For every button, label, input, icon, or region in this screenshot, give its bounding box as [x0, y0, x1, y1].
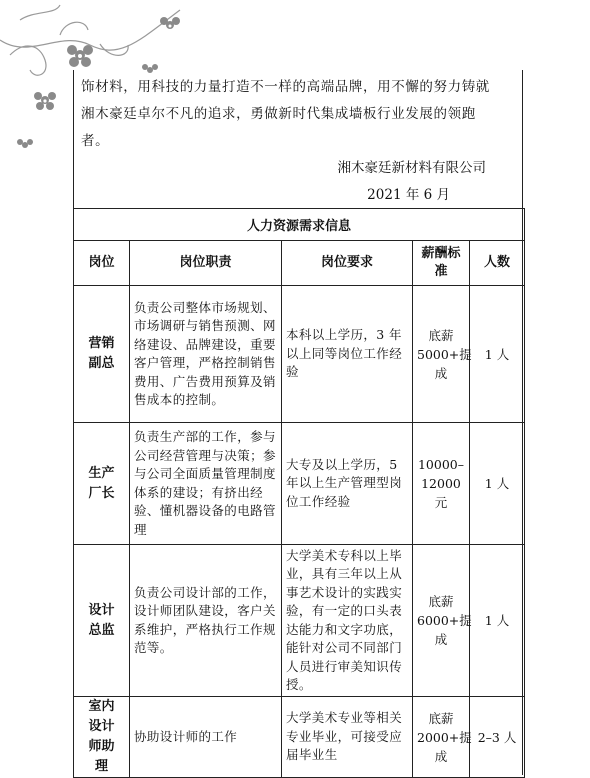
company-name: 湘木豪廷新材料有限公司 — [337, 160, 486, 176]
header-requirement: 岗位要求 — [282, 241, 413, 286]
row-count: 2–3 人 — [470, 697, 525, 778]
row-salary: 底薪6000+提成 — [413, 545, 470, 697]
document-page — [73, 70, 523, 775]
row-requirement: 大专及以上学历，5 年以上生产管理型岗位工作经验 — [282, 423, 413, 545]
row-count: 1 人 — [470, 423, 525, 545]
header-position: 岗位 — [74, 241, 130, 286]
intro-line: 湘木豪廷卓尔不凡的追求，勇做新时代集成墙板行业发展的领跑 — [81, 106, 476, 122]
intro-line: 者。 — [81, 133, 110, 149]
table-row — [74, 545, 525, 697]
hr-demand-table — [73, 208, 525, 778]
row-requirement: 本科以上学历，3 年以上同等岗位工作经验 — [282, 286, 413, 423]
row-duty: 负责公司设计部的工作，设计师团队建设，客户关系维护，严格执行工作规范等。 — [130, 545, 282, 697]
header-duty: 岗位职责 — [130, 241, 282, 286]
table-row — [74, 423, 525, 545]
signature-block — [74, 155, 522, 209]
document-date: 2021 年 6 月 — [367, 187, 450, 203]
row-requirement: 大学美术专业等相关专业毕业，可接受应届毕业生 — [282, 697, 413, 778]
table-row — [74, 697, 525, 778]
row-position: 营销副总 — [74, 286, 130, 423]
row-position: 室内设计师助理 — [74, 697, 130, 778]
row-requirement: 大学美术专科以上毕业，具有三年以上从事艺术设计的实践实验，有一定的口头表达能力和文字功底，能针对公司不同部门人员进行审美知识传授。 — [282, 545, 413, 697]
header-count: 人数 — [470, 241, 525, 286]
row-count: 1 人 — [470, 545, 525, 697]
row-position: 生产厂长 — [74, 423, 130, 545]
row-count: 1 人 — [470, 286, 525, 423]
row-salary: 底薪5000+提成 — [413, 286, 470, 423]
row-duty: 协助设计师的工作 — [130, 697, 282, 778]
table-row — [74, 286, 525, 423]
row-position: 设计总监 — [74, 545, 130, 697]
row-salary: 10000–12000元 — [413, 423, 470, 545]
row-salary: 底薪2000+提成 — [413, 697, 470, 778]
header-salary: 薪酬标准 — [413, 241, 470, 286]
row-duty: 负责生产部的工作，参与公司经营管理与决策；参与公司全面质量管理制度体系的建设；有挤出经验、懂机器设备的电路管理 — [130, 423, 282, 545]
table-title: 人力资源需求信息 — [74, 209, 525, 241]
intro-paragraph — [74, 70, 522, 155]
intro-line: 饰材料，用科技的力量打造不一样的高端品牌，用不懈的努力铸就 — [81, 79, 490, 95]
row-duty: 负责公司整体市场规划、市场调研与销售预测、网络建设、品牌建设，重要客户管理，严格控制销售费用、广告费用预算及销售成本的控制。 — [130, 286, 282, 423]
